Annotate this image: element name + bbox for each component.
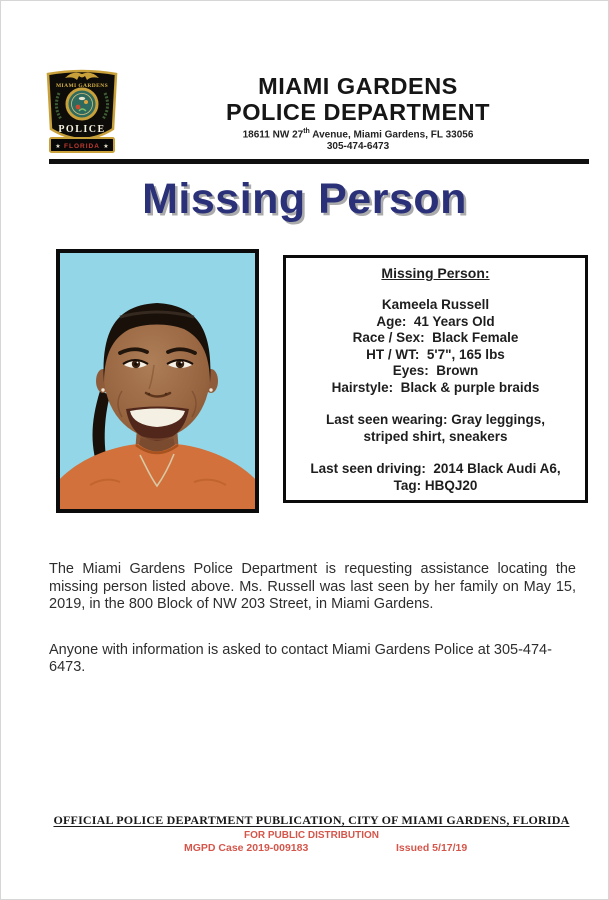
agency-name-line1: MIAMI GARDENS: [258, 73, 458, 99]
issued-date: Issued 5/17/19: [396, 842, 468, 854]
public-distribution-line: FOR PUBLIC DISTRIBUTION: [244, 830, 379, 841]
detail-race-sex: Race / Sex: Black Female: [352, 330, 519, 345]
police-badge-icon: [43, 67, 121, 155]
detail-ht-wt: HT / WT: 5'7", 165 lbs: [366, 346, 505, 362]
portrait-illustration: [60, 253, 255, 509]
official-publication-line: OFFICIAL POLICE DEPARTMENT PUBLICATION, CITY OF MIAMI GARDENS, FLORIDA: [53, 813, 570, 827]
poster-body-text: [49, 561, 576, 677]
detail-hairstyle: Hairstyle: Black & purple braids: [331, 379, 540, 395]
poster-footer: [31, 813, 592, 856]
missing-person-photo: [56, 249, 259, 513]
badge-banner-text: FLORIDA: [64, 143, 100, 150]
last-seen-driving: Last seen driving: 2014 Black Audi A6, Tag: HBQJ20: [286, 461, 585, 494]
detail-tag: Tag: HBQJ20: [393, 477, 478, 493]
case-number: MGPD Case 2019-009183: [184, 842, 309, 854]
identity-details: [286, 297, 585, 396]
badge-police-label: POLICE: [58, 124, 106, 135]
header-divider: [49, 159, 589, 164]
star-icon: ★: [103, 144, 109, 150]
case-info-row: [31, 842, 592, 856]
last-seen-wearing: Last seen wearing: Gray leggings, striped shirt, sneakers: [325, 412, 546, 444]
detail-name: Kameela Russell: [381, 297, 490, 312]
detail-age: Age: 41 Years Old: [376, 313, 495, 329]
star-icon: ★: [55, 144, 61, 150]
details-heading: Missing Person:: [381, 265, 490, 281]
contact-paragraph: Anyone with information is asked to contact Miami Gardens Police at 305-474-6473.: [49, 641, 552, 675]
agency-name-line2: POLICE DEPARTMENT: [226, 99, 490, 125]
department-phone: 305-474-6473: [326, 141, 390, 153]
poster-title: Missing Person: [142, 175, 467, 223]
request-paragraph: The Miami Gardens Police Department is requesting assistance locating the missing person listed above. Ms. Russell was last seen by her family on May 15, 2019, in the 800 Block of NW 203 Street, in Miami Gardens.: [49, 561, 576, 612]
detail-eyes: Eyes: Brown: [392, 363, 479, 378]
police-badge: [43, 67, 121, 155]
missing-person-details-box: [283, 255, 588, 503]
department-address: 18611 NW 27th Avenue, Miami Gardens, FL 33056: [242, 128, 474, 141]
badge-top-text: MIAMI GARDENS: [55, 83, 109, 89]
department-header: [126, 73, 590, 152]
